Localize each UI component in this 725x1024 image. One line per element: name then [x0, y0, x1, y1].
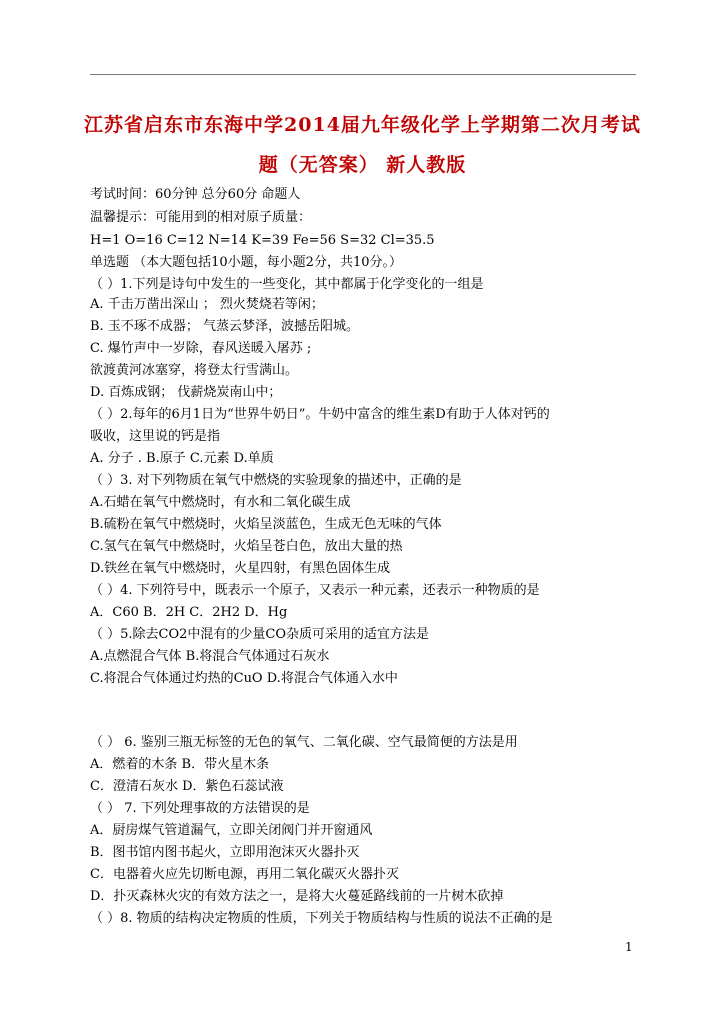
question-7: （ ） 7. 下列处理事故的方法错误的是 [90, 801, 310, 816]
question-1-option-b: B. 玉不琢不成器； 气蒸云梦泽，波撼岳阳城。 [90, 319, 359, 334]
question-1-option-c: C. 爆竹声中一岁除，春风送暖入屠苏 ; [90, 341, 312, 356]
question-2-cont: 吸收，这里说的钙是指 [90, 429, 221, 444]
atomic-masses: H=1 O=16 C=12 N=14 K=39 Fe=56 S=32 Cl=35.5 [90, 233, 435, 248]
question-7-option-d: D．扑灭森林火灾的有效方法之一，是将大火蔓延路线前的一片树木砍掉 [90, 889, 504, 904]
section-heading: 单选题 （本大题包括10小题，每小题2分，共10分。） [90, 255, 402, 270]
question-7-option-b: B．图书馆内图书起火，立即用泡沫灭火器扑灭 [90, 845, 360, 860]
question-5-options-ab: A.点燃混合气体 B.将混合气体通过石灰水 [90, 649, 330, 664]
question-8: （ ）8. 物质的结构决定物质的性质，下列关于物质结构与性质的说法不正确的是 [90, 911, 553, 926]
question-5-options-cd: C.将混合气体通过灼热的CuO D.将混合气体通入水中 [90, 671, 398, 686]
question-2: （ ）2.每年的6月1日为“世界牛奶日”。牛奶中富含的维生素D有助于人体对钙的 [90, 407, 550, 422]
question-2-options: A. 分子 . B.原子 C.元素 D.单质 [90, 451, 274, 466]
question-6-options-cd: C．澄清石灰水 D．紫色石蕊试液 [90, 779, 284, 794]
question-7-option-a: A．厨房煤气管道漏气，立即关闭阀门并开窗通风 [90, 823, 373, 838]
question-3: （ ）3. 对下列物质在氧气中燃烧的实验现象的描述中，正确的是 [90, 473, 462, 488]
header-rule [90, 74, 636, 75]
question-3-option-c: C.氢气在氧气中燃烧时，火焰呈苍白色，放出大量的热 [90, 539, 403, 554]
question-5: （ ）5.除去CO2中混有的少量CO杂质可采用的适宜方法是 [90, 627, 430, 642]
question-1-option-c-cont: 欲渡黄河冰塞穿，将登太行雪满山。 [90, 363, 299, 378]
question-6: （ ） 6. 鉴别三瓶无标签的无色的氧气、二氧化碳、空气最简便的方法是用 [90, 735, 518, 750]
question-1-option-d: D. 百炼成钢； 伐薪烧炭南山中； [90, 385, 282, 400]
question-1-option-a: A. 千击万凿出深山 ； 烈火焚烧若等闲； [90, 297, 324, 312]
question-4: （ ）4. 下列符号中，既表示一个原子，又表示一种元素，还表示一种物质的是 [90, 583, 540, 598]
page-number: 1 [625, 940, 633, 954]
document-title-line-1: 江苏省启东市东海中学2014届九年级化学上学期第二次月考试 [84, 114, 641, 136]
question-3-option-a: A.石蜡在氧气中燃烧时，有水和二氧化碳生成 [90, 495, 351, 510]
question-1: （ ）1.下列是诗句中发生的一些变化，其中都属于化学变化的一组是 [90, 277, 484, 292]
question-7-option-c: C．电器着火应先切断电源，再用二氧化碳灭火器扑灭 [90, 867, 399, 882]
document-title-line-2: 题（无答案） 新人教版 [258, 154, 467, 176]
question-3-option-b: B.硫粉在氧气中燃烧时，火焰呈淡蓝色，生成无色无味的气体 [90, 517, 442, 532]
exam-info: 考试时间：60分钟 总分60分 命题人 [90, 187, 301, 202]
question-6-options-ab: A．燃着的木条 B．带火星木条 [90, 757, 270, 772]
hint-line: 温馨提示：可能用到的相对原子质量： [90, 210, 312, 225]
question-4-options: A．C60 B．2H C．2H2 D．Hg [90, 605, 288, 620]
question-3-option-d: D.铁丝在氧气中燃烧时，火星四射，有黑色固体生成 [90, 561, 391, 576]
